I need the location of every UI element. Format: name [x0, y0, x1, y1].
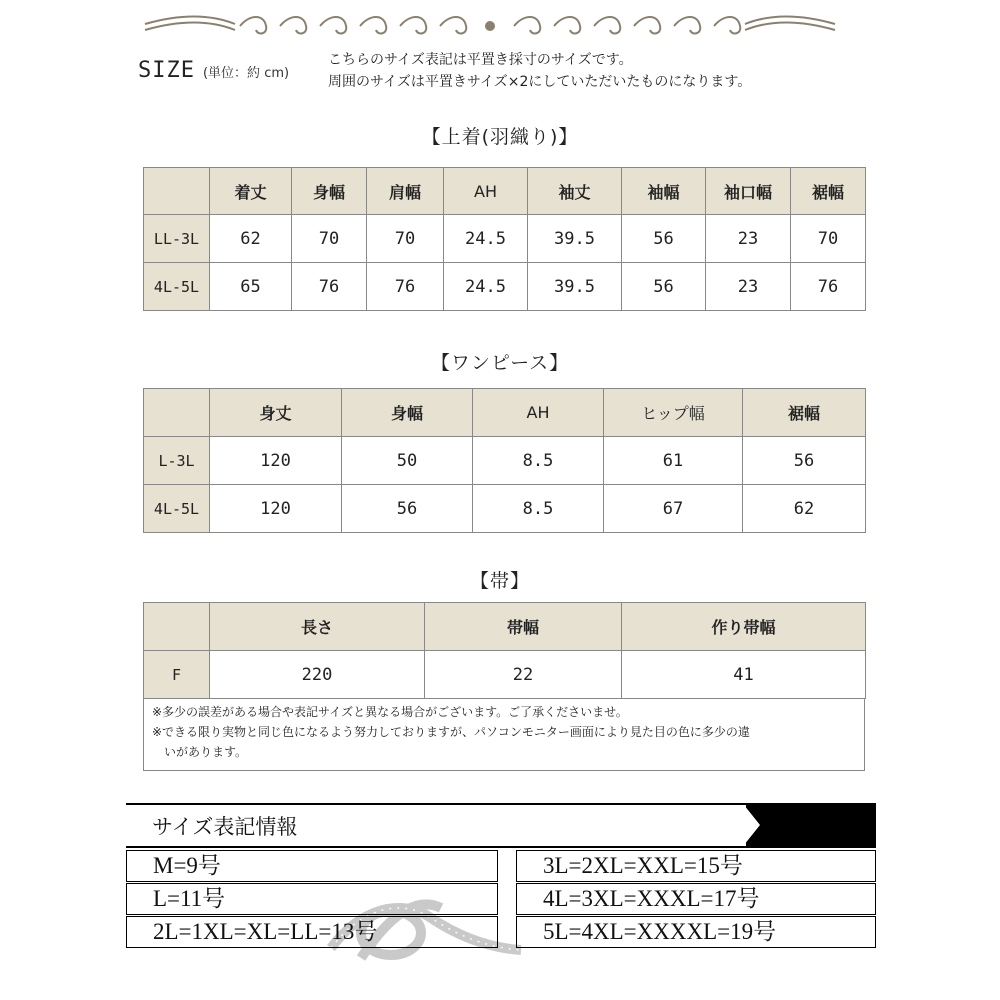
table-corner [144, 168, 210, 215]
table-cell: 8.5 [473, 437, 604, 485]
table-cell: 61 [604, 437, 743, 485]
column-header: 長さ [210, 603, 425, 651]
note-line: いがあります。 [164, 745, 248, 759]
column-header: AH [473, 389, 604, 437]
column-header: 袖口幅 [706, 168, 791, 215]
column-header: 身幅 [342, 389, 473, 437]
belt-table [143, 602, 866, 699]
table-cell: 76 [791, 263, 866, 311]
column-header: 帯幅 [425, 603, 622, 651]
belt-title: 【帯】 [469, 570, 530, 592]
table-cell: 67 [604, 485, 743, 533]
table-cell: 24.5 [444, 263, 528, 311]
column-header: 着丈 [210, 168, 292, 215]
jacket-title: 【上着(羽織り)】 [421, 126, 579, 148]
table-corner [144, 603, 210, 651]
row-label: LL-3L [144, 215, 210, 263]
jacket-table [143, 167, 866, 311]
table-cell: 62 [743, 485, 866, 533]
table-cell: 8.5 [473, 485, 604, 533]
size-info-cell: 2L=1XL=XL=LL=13号 [126, 916, 498, 948]
column-header: 袖幅 [622, 168, 706, 215]
size-info-panel [126, 803, 876, 948]
column-header: 肩幅 [367, 168, 444, 215]
belt-header-row [144, 603, 866, 651]
size-heading [138, 58, 289, 83]
table-cell: 70 [367, 215, 444, 263]
size-info-cell: 4L=3XL=XXXL=17号 [516, 883, 876, 915]
row-label: F [144, 651, 210, 699]
table-row [144, 651, 866, 699]
size-info-cell: 5L=4XL=XXXXL=19号 [516, 916, 876, 948]
table-cell: 120 [210, 485, 342, 533]
size-info-cell: M=9号 [126, 850, 498, 882]
column-header: AH [444, 168, 528, 215]
size-info-title: サイズ表記情報 [152, 815, 298, 839]
column-header: 身幅 [292, 168, 367, 215]
table-cell: 23 [706, 263, 791, 311]
size-word: SIZE [138, 58, 195, 83]
table-cell: 22 [425, 651, 622, 699]
table-cell: 76 [367, 263, 444, 311]
table-cell: 41 [622, 651, 866, 699]
row-label: 4L-5L [144, 263, 210, 311]
table-cell: 220 [210, 651, 425, 699]
size-note-line2: 周囲のサイズは平置きサイズ×2にしていただいたものになります。 [328, 74, 752, 90]
row-label: L-3L [144, 437, 210, 485]
table-cell: 56 [622, 215, 706, 263]
table-corner [144, 389, 210, 437]
table-cell: 56 [743, 437, 866, 485]
jacket-header-row [144, 168, 866, 215]
size-note-line1: こちらのサイズ表記は平置き採寸のサイズです。 [328, 52, 633, 68]
column-header: 裾幅 [791, 168, 866, 215]
size-unit: (単位：約 cm) [202, 66, 290, 81]
table-cell: 62 [210, 215, 292, 263]
table-cell: 120 [210, 437, 342, 485]
dress-header-row [144, 389, 866, 437]
ornament-divider [140, 8, 840, 40]
notes-box [143, 699, 865, 771]
table-cell: 23 [706, 215, 791, 263]
size-info-cell: 3L=2XL=XXL=15号 [516, 850, 876, 882]
table-row [144, 485, 866, 533]
row-label: 4L-5L [144, 485, 210, 533]
size-info-cell: L=11号 [126, 883, 498, 915]
column-header: 袖丈 [528, 168, 622, 215]
column-header: 身丈 [210, 389, 342, 437]
table-cell: 24.5 [444, 215, 528, 263]
table-cell: 70 [292, 215, 367, 263]
table-cell: 39.5 [528, 263, 622, 311]
table-row [144, 263, 866, 311]
note-line: ※できる限り実物と同じ色になるよう努力しておりますが、パソコンモニター画面により見た目の色に多少の違 [152, 725, 750, 739]
table-cell: 76 [292, 263, 367, 311]
column-header: ヒップ幅 [604, 389, 743, 437]
column-header: 裾幅 [743, 389, 866, 437]
dress-table [143, 388, 866, 533]
table-cell: 39.5 [528, 215, 622, 263]
table-cell: 70 [791, 215, 866, 263]
size-note [328, 49, 751, 93]
column-header: 作り帯幅 [622, 603, 866, 651]
table-cell: 56 [342, 485, 473, 533]
note-line: ※多少の誤差がある場合や表記サイズと異なる場合がございます。ご了承くださいませ。 [152, 705, 628, 719]
table-cell: 65 [210, 263, 292, 311]
table-row [144, 215, 866, 263]
table-cell: 56 [622, 263, 706, 311]
size-info-grid [126, 850, 876, 948]
table-row [144, 437, 866, 485]
dress-title: 【ワンピース】 [430, 352, 570, 374]
size-info-header [126, 803, 876, 848]
table-cell: 50 [342, 437, 473, 485]
